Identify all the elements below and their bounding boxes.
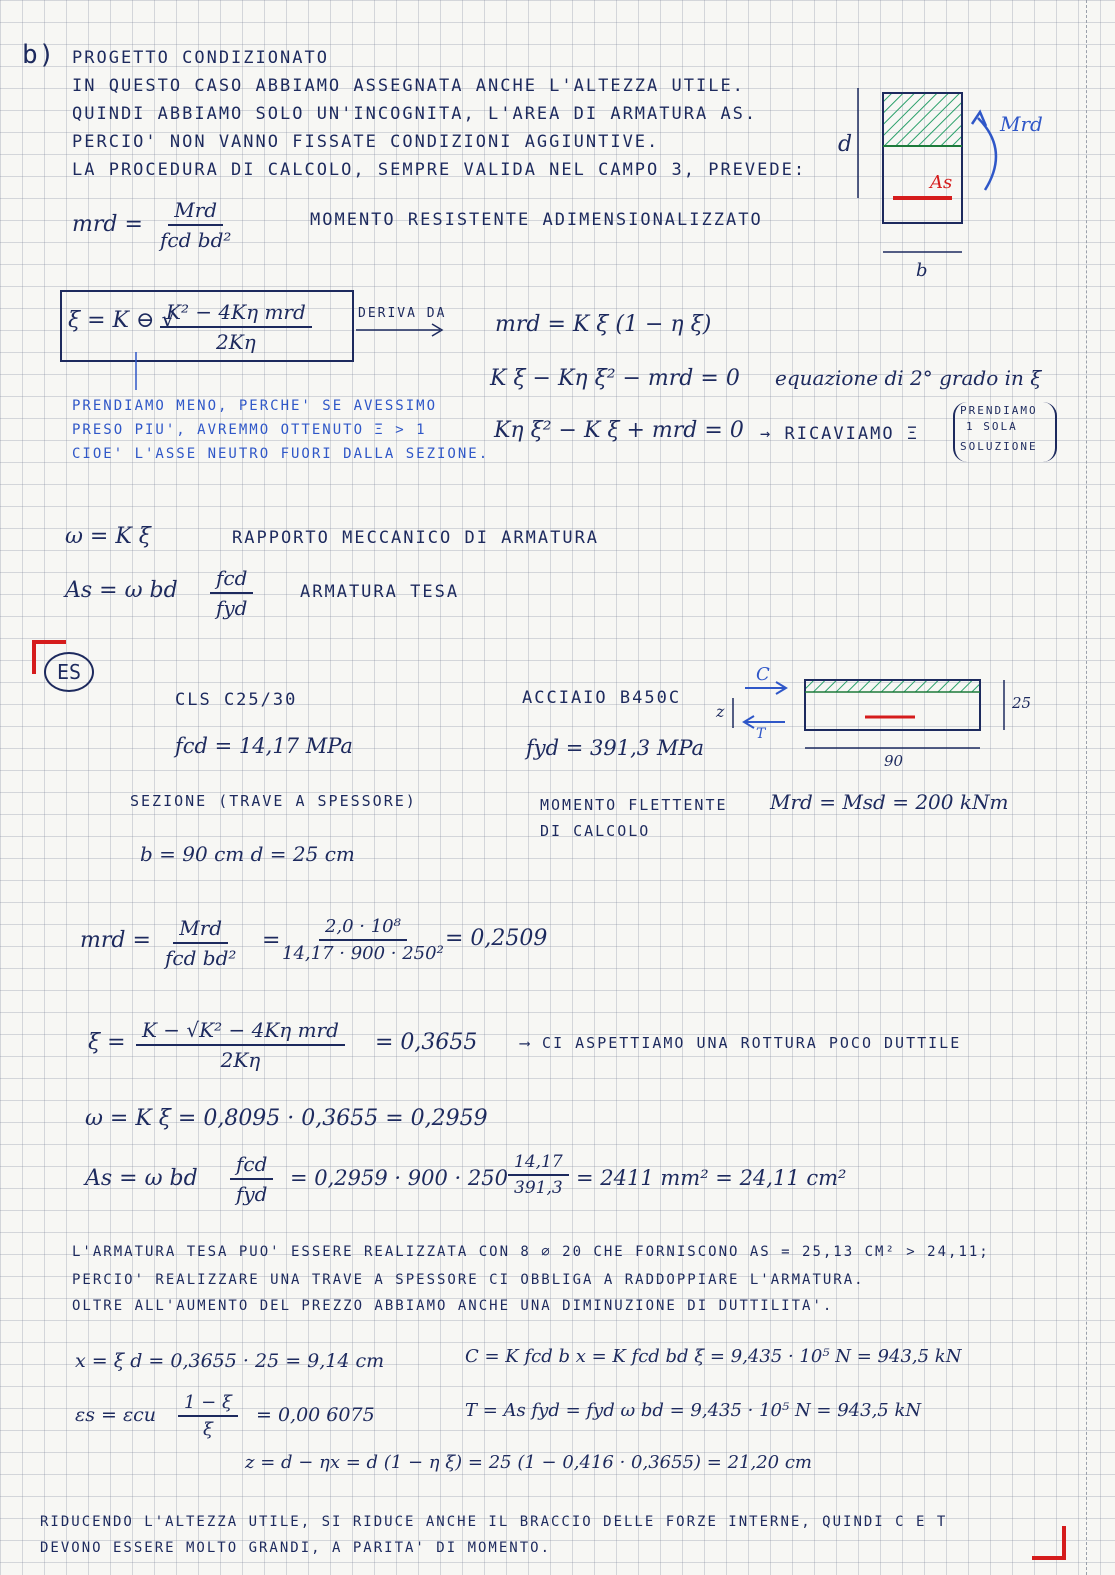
- eq3: Kη ξ² − K ξ + mrd = 0: [494, 418, 744, 443]
- calc-as-fraction: [230, 1152, 273, 1206]
- calc-as-v-num: 14,17: [508, 1152, 569, 1176]
- as-desc: ARMATURA TESA: [300, 582, 460, 602]
- label-d: d: [838, 132, 853, 157]
- intro-line-2: QUINDI ABBIAMO SOLO UN'INCOGNITA, L'AREA DI ARMATURA AS.: [72, 104, 758, 124]
- conclusion-line-3: OLTRE ALL'AUMENTO DEL PREZZO ABBIAMO ANCHE UNA DIMINUZIONE DI DUTTILITA'.: [72, 1298, 834, 1314]
- moment-value: Mrd = Msd = 200 kNm: [770, 790, 1009, 814]
- mrd-den: fcd bd²: [160, 228, 232, 252]
- omega-desc: RAPPORTO MECCANICO DI ARMATURA: [232, 528, 600, 548]
- calc-mrd-values: [282, 916, 444, 964]
- minus-note-3: CIOE' L'ASSE NEUTRO FUORI DALLA SEZIONE.: [72, 446, 490, 462]
- es-result: = 0,00 6075: [256, 1404, 375, 1426]
- calc-mrd-den2: 14,17 · 900 · 250²: [282, 943, 444, 964]
- eq2-note: equazione di 2° grado in ξ: [775, 366, 1042, 390]
- label-Mrd: Mrd: [1000, 112, 1043, 136]
- calc-as-mid: = 0,2959 · 900 · 250: [290, 1166, 508, 1190]
- label-z: z: [716, 702, 725, 721]
- calc-xi-result: = 0,3655: [375, 1030, 478, 1055]
- es-num: 1 − ξ: [178, 1392, 238, 1417]
- as-lhs: As = ω bd: [65, 578, 178, 603]
- calc-as-f-den: fyd: [235, 1182, 268, 1206]
- xi-lhs: ξ = K ⊖ √: [68, 308, 176, 333]
- final-line-1: RIDUCENDO L'ALTEZZA UTILE, SI RIDUCE ANCHE IL BRACCIO DELLE FORZE INTERNE, QUINDI C E T: [40, 1514, 948, 1530]
- omega-formula: ω = K ξ: [65, 524, 151, 549]
- calc-xi-fraction: [136, 1018, 345, 1072]
- label-As: As: [930, 172, 953, 193]
- calc-mrd-num: Mrd: [173, 916, 228, 944]
- calc-mrd-lhs: mrd =: [80, 928, 151, 953]
- calc-as-result: = 2411 mm² = 24,11 cm²: [576, 1166, 847, 1190]
- derives-label: DERIVA DA: [358, 306, 447, 321]
- calc-eq-sign: =: [262, 928, 281, 953]
- label-C: C: [756, 664, 770, 685]
- c-line: C = K fcd b x = K fcd bd ξ = 9,435 · 10⁵ N = 943,5 kN: [465, 1346, 962, 1367]
- steel-label: ACCIAIO B450C: [522, 688, 682, 708]
- section-dims: b = 90 cm d = 25 cm: [140, 842, 355, 866]
- intro-line-4: LA PROCEDURA DI CALCOLO, SEMPRE VALIDA NEL CAMPO 3, PREVEDE:: [72, 160, 807, 180]
- mrd-lhs: mrd =: [72, 212, 143, 237]
- calc-mrd-result: = 0,2509: [445, 926, 548, 951]
- fcd-value: fcd = 14,17 MPa: [175, 734, 353, 758]
- x-line: x = ξ d = 0,3655 · 25 = 9,14 cm: [75, 1350, 385, 1372]
- minus-note-2: PRESO PIU', AVREMMO OTTENUTO Ξ > 1: [72, 422, 427, 438]
- calc-mrd-den: fcd bd²: [165, 946, 237, 970]
- calc-xi-den: 2Kη: [220, 1048, 261, 1072]
- eq3-arrow: → RICAVIAMO Ξ: [760, 424, 920, 444]
- eq3-note-3: SOLUZIONE: [960, 440, 1038, 453]
- calc-as-lhs: As = ω bd: [85, 1166, 198, 1191]
- final-line-2: DEVONO ESSERE MOLTO GRANDI, A PARITA' DI MOMENTO.: [40, 1540, 552, 1556]
- intro-line-3: PERCIO' NON VANNO FISSATE CONDIZIONI AGGIUNTIVE.: [72, 132, 660, 152]
- label-25: 25: [1012, 694, 1032, 712]
- calc-xi-num: K − √K² − 4Kη mrd: [136, 1018, 345, 1046]
- label-T: T: [756, 726, 766, 742]
- as-num: fcd: [210, 566, 253, 594]
- xi-num: K² − 4Kη mrd: [160, 300, 312, 328]
- calc-mrd-num2: 2,0 · 10⁸: [319, 916, 407, 941]
- calc-xi-lhs: ξ =: [88, 1030, 126, 1055]
- moment-desc-2: DI CALCOLO: [540, 822, 651, 840]
- mrd-desc: MOMENTO RESISTENTE ADIMENSIONALIZZATO: [310, 210, 763, 230]
- calc-as-v-den: 391,3: [514, 1178, 563, 1198]
- label-b: b: [916, 260, 928, 281]
- xi-den: 2Kη: [216, 330, 256, 354]
- calc-omega-line: ω = K ξ = 0,8095 · 0,3655 = 0,2959: [85, 1106, 488, 1131]
- calc-as-values: [508, 1152, 569, 1198]
- mrd-num: Mrd: [168, 198, 223, 226]
- moment-desc-1: MOMENTO FLETTENTE: [540, 796, 728, 814]
- section-title: PROGETTO CONDIZIONATO: [72, 48, 329, 68]
- section-label: b): [22, 40, 56, 70]
- example-badge: ES: [44, 652, 94, 692]
- beam-compressed-zone: [805, 680, 980, 692]
- z-line: z = d − ηx = d (1 − η ξ) = 25 (1 − 0,416 · 0,3655) = 21,20 cm: [245, 1452, 812, 1473]
- eq1: mrd = K ξ (1 − η ξ): [495, 312, 712, 337]
- section-desc: SEZIONE (TRAVE A SPESSORE): [130, 792, 417, 810]
- es-den: ξ: [202, 1419, 213, 1440]
- calc-xi-note: ⟶ CI ASPETTIAMO UNA ROTTURA POCO DUTTILE: [520, 1034, 962, 1052]
- fyd-value: fyd = 391,3 MPa: [526, 736, 705, 760]
- eq3-note-2: 1 SOLA: [966, 420, 1018, 433]
- minus-note-1: PRENDIAMO MENO, PERCHE' SE AVESSIMO: [72, 398, 438, 414]
- calc-as-f-num: fcd: [230, 1152, 273, 1180]
- conclusion-line-1: L'ARMATURA TESA PUO' ESSERE REALIZZATA CON 8 ∅ 20 CHE FORNISCONO AS = 25,13 CM² > 24,11;: [72, 1244, 990, 1260]
- es-fraction: [178, 1392, 238, 1440]
- label-90: 90: [884, 752, 904, 770]
- end-marker-h: [1032, 1556, 1066, 1560]
- as-den: fyd: [215, 596, 248, 620]
- t-line: T = As fyd = fyd ω bd = 9,435 · 10⁵ N = 943,5 kN: [465, 1400, 922, 1421]
- conclusion-line-2: PERCIO' REALIZZARE UNA TRAVE A SPESSORE CI OBBLIGA A RADDOPPIARE L'ARMATURA.: [72, 1272, 865, 1288]
- es-lhs: εs = εcu: [75, 1404, 157, 1426]
- eq3-note-1: PRENDIAMO: [960, 404, 1038, 417]
- end-marker-v: [1062, 1526, 1066, 1560]
- calc-mrd-fraction: [165, 916, 236, 970]
- eq2: K ξ − Kη ξ² − mrd = 0: [490, 366, 740, 391]
- cls-label: CLS C25/30: [175, 690, 298, 710]
- intro-line-1: IN QUESTO CASO ABBIAMO ASSEGNATA ANCHE L'ALTEZZA UTILE.: [72, 76, 745, 96]
